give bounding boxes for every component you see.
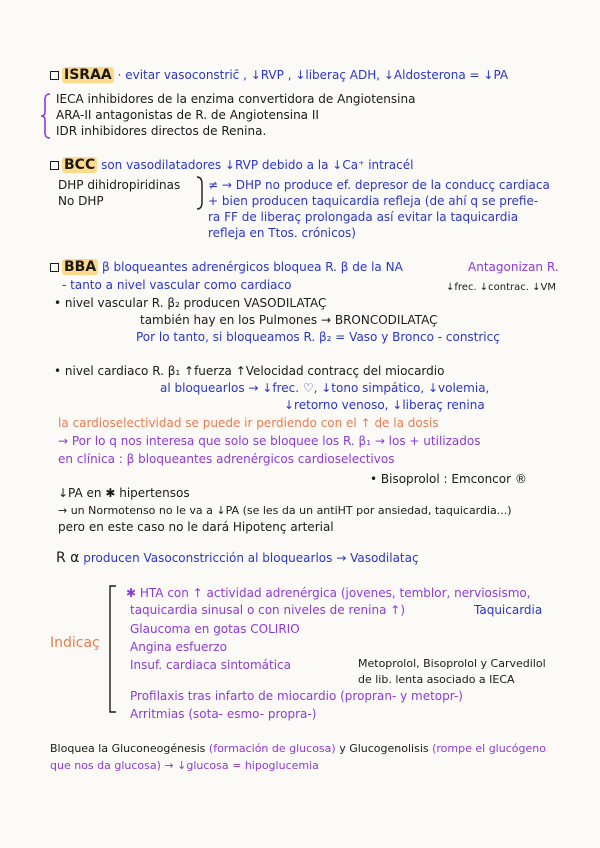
gluco-line-1 [50, 741, 546, 756]
bba-line-2: - tanto a nivel vascular como cardiaco [62, 278, 292, 292]
gluco-f: → ↓glucosa = hipoglucemia [164, 759, 319, 772]
bba-tag: BBA [64, 259, 97, 275]
pa-hipotension: pero en este caso no le dará Hipotenç arterial [58, 520, 334, 534]
ind-hta: ✱ HTA con ↑ actividad adrenérgica (jovenes, temblor, nerviosismo, [126, 586, 531, 600]
gluco-d: (rompe el glucógeno [432, 742, 546, 755]
ind-arritmias: Arritmias (sota- esmo- propra-) [130, 707, 317, 721]
bcc-line: son vasodilatadores ↓RVP debido a la ↓Ca⁺ intracél [101, 158, 414, 172]
isrraa-item-ara: ARA-II antagonistas de R. de Angiotensina II [56, 108, 319, 122]
bcc-note-2: + bien producen taquicardia refleja (de ahí q se prefie- [208, 194, 539, 208]
bcc-tag: BCC [64, 157, 96, 173]
r-alpha [56, 551, 419, 566]
bcc-dhp: DHP dihidropiridinas [58, 178, 181, 192]
bba-cardiaco-2: al bloquearlos → ↓frec. ♡, ↓tono simpático, ↓volemia, [160, 381, 490, 395]
indicaciones-label: Indicaç [50, 635, 100, 651]
bba-vascular: • nivel vascular R. β₂ producen VASODILATAÇ [54, 296, 327, 310]
ind-insuf: Insuf. cardiaca sintomática [130, 658, 291, 672]
bcc-note-4: refleja en Ttos. crónicos) [208, 226, 356, 240]
isrraa-item-ieca: IECA inhibidores de la enzima convertidora de Angiotensina [56, 92, 416, 106]
brace-icon [40, 92, 52, 140]
gluco-a: Bloquea la Gluconeogénesis [50, 742, 206, 755]
bcc-note-3: ra FF de liberaç prolongada así evitar la taquicardia [208, 210, 519, 224]
bcc-note-1: ≠ → DHP no produce ef. depresor de la conducç cardiaca [208, 178, 550, 192]
bba-heading [50, 260, 403, 275]
ind-insuf-right-2: de lib. lenta asociado a IECA [358, 673, 515, 686]
isrraa-tag: ISRAA [64, 67, 112, 83]
bba-line: β bloqueantes adrenérgicos bloquea R. β de la NA [102, 260, 403, 274]
checkbox-icon [50, 161, 59, 170]
r-alpha-text: producen Vasoconstricción al bloquearlos → Vasodilataç [83, 551, 419, 565]
bcc-heading [50, 158, 413, 173]
ind-profilaxis: Profilaxis tras infarto de miocardio (propran- y metopr-) [130, 689, 463, 703]
gluco-e: que nos da glucosa) [50, 759, 161, 772]
gluco-b: (formación de glucosa) [208, 742, 336, 755]
ind-hta-2: taquicardia sinusal o con niveles de renina ↑) [130, 603, 405, 617]
cardioselectividad-2: → Por lo q nos interesa que solo se bloquee los R. β₁ → los + utilizados [58, 434, 481, 448]
ind-taquicardia: Taquicardia [474, 603, 543, 617]
checkbox-icon [50, 263, 59, 272]
bcc-nodhp: No DHP [58, 194, 104, 208]
ind-glaucoma: Glaucoma en gotas COLIRIO [130, 622, 300, 636]
bba-line-2-right: ↓frec. ↓contrac. ↓VM [446, 282, 556, 293]
checkbox-icon [50, 71, 59, 80]
isrraa-summary: · evitar vasoconstric̄ , ↓RVP , ↓liberaç ADH, ↓Aldosterona = ↓PA [117, 68, 509, 82]
ind-insuf-right: Metoprolol, Bisoprolol y Carvedilol [358, 657, 546, 670]
pa-normotenso: → un Normotenso no le va a ↓PA (se les da un antiHT por ansiedad, taquicardia...) [58, 504, 512, 517]
gluco-line-2 [50, 758, 319, 773]
bba-antagonize: Antagonizan R. [468, 260, 559, 274]
cardioselectividad-1: la cardioselectividad se puede ir perdiendo con el ↑ de la dosis [58, 416, 439, 430]
bba-pulmones: también hay en los Pulmones → BRONCODILATAÇ [140, 313, 438, 327]
r-alpha-prefix: R α [56, 550, 80, 566]
pa-hipertensos: ↓PA en ✱ hipertensos [58, 486, 190, 500]
isrraa-item-idr: IDR inhibidores directos de Renina. [56, 124, 267, 138]
gluco-c: y Glucogenolisis [339, 742, 429, 755]
bisoprolol-note: • Bisoprolol : Emconcor ® [370, 472, 527, 486]
bba-cardiaco-3: ↓retorno venoso, ↓liberaç renina [284, 398, 485, 412]
bba-pulmones-2: Por lo tanto, si bloqueamos R. β₂ = Vaso y Bronco - constricç [136, 330, 500, 344]
isrraa-heading [50, 68, 508, 83]
cardioselectividad-3: en clínica : β bloqueantes adrenérgicos cardioselectivos [58, 452, 395, 466]
bracket-icon [104, 584, 118, 716]
ind-angina: Angina esfuerzo [130, 640, 227, 654]
bracket-icon [196, 176, 204, 210]
bba-cardiaco: • nivel cardiaco R. β₁ ↑fuerza ↑Velocidad contracç del miocardio [54, 364, 445, 378]
